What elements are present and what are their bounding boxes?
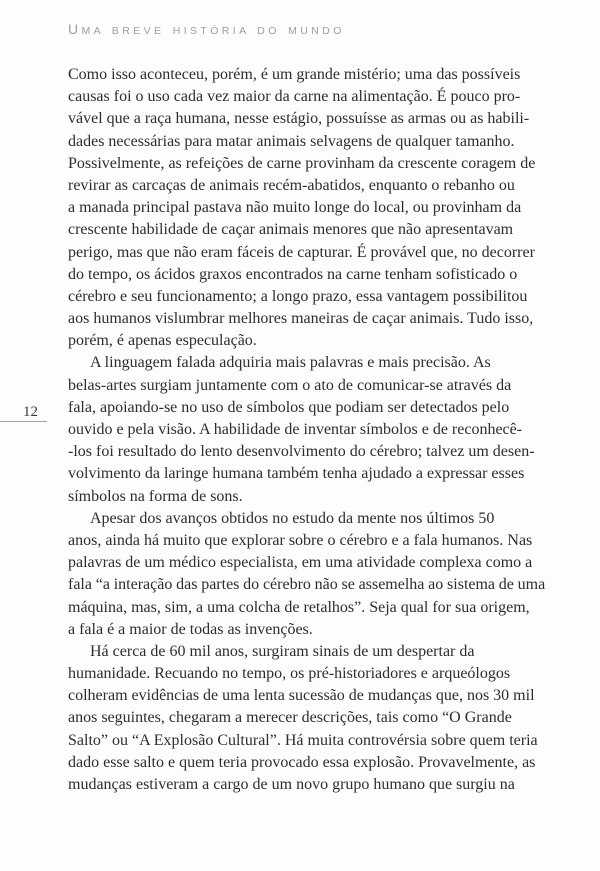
text-line: Como isso aconteceu, porém, é um grande mistério; uma das possíveis bbox=[68, 66, 521, 83]
text-line: cérebro e seu funcionamento; a longo prazo, essa vantagem possibilitou bbox=[68, 287, 528, 305]
text-line: do tempo, os ácidos graxos encontrados na carne tenham sofisticado o bbox=[68, 265, 518, 283]
text-line: palavras de um médico especialista, em uma atividade complexa como a bbox=[68, 554, 533, 572]
text-line: colheram evidências de uma lenta sucessão de mudanças que, nos 30 mil bbox=[68, 687, 535, 705]
text-line: dades necessárias para matar animais selvagens de qualquer tamanho. bbox=[68, 132, 515, 150]
text-line: belas-artes surgiam juntamente com o ato de comunicar-se através da bbox=[68, 376, 512, 394]
text-line: Apesar dos avanços obtidos no estudo da mente nos últimos 50 bbox=[90, 509, 495, 527]
text-line: aos humanos vislumbrar melhores maneiras de caçar animais. Tudo isso, bbox=[68, 310, 534, 328]
text-line: Salto” ou “A Explosão Cultural”. Há muita controvérsia sobre quem teria bbox=[68, 731, 538, 749]
running-header: UMA BREVE HISTÓRIA DO MUNDO bbox=[68, 21, 345, 37]
text-line: anos, ainda há muito que explorar sobre o cérebro e a fala humanos. Nas bbox=[68, 531, 533, 549]
text-line: a fala é a maior de todas as invenções. bbox=[68, 620, 313, 638]
text-line: anos seguintes, chegaram a merecer descrições, tais como “O Grande bbox=[68, 709, 512, 727]
text-line: ouvido e pela visão. A habilidade de inventar símbolos e de reconhecê- bbox=[68, 421, 523, 438]
text-line: causas foi o uso cada vez maior da carne na alimentação. É pouco pro- bbox=[68, 88, 521, 106]
text-line: Há cerca de 60 mil anos, surgiram sinais de um despertar da bbox=[90, 642, 475, 660]
text-line: a manada principal pastava não muito longe do local, ou provinham da bbox=[68, 199, 522, 217]
text-line: volvimento da laringe humana também tenha ajudado a expressar esses bbox=[68, 465, 525, 483]
text-line: mudanças estiveram a cargo de um novo grupo humano que surgiu na bbox=[68, 776, 515, 793]
text-line: -los foi resultado do lento desenvolvimento do cérebro; talvez um desen- bbox=[68, 443, 535, 461]
text-line: fala, apoiando-se no uso de símbolos que podiam ser detectados pelo bbox=[68, 398, 510, 416]
text-line: vável que a raça humana, nesse estágio, possuísse as armas ou as habili- bbox=[68, 110, 530, 128]
page-number-rule bbox=[0, 421, 47, 422]
text-line: Possivelmente, as refeições de carne provinham da crescente coragem de bbox=[68, 154, 536, 172]
body-text bbox=[68, 64, 545, 796]
text-line: A linguagem falada adquiria mais palavras e mais precisão. As bbox=[90, 354, 491, 372]
text-line: símbolos na forma de sons. bbox=[68, 487, 243, 505]
text-line: máquina, mas, sim, a uma colcha de retalhos”. Seja qual for sua origem, bbox=[68, 598, 530, 616]
text-line: perigo, mas que não eram fáceis de capturar. É provável que, no decorrer bbox=[68, 243, 535, 261]
text-line: revirar as carcaças de animais recém-abatidos, enquanto o rebanho ou bbox=[68, 176, 515, 194]
text-line: crescente habilidade de caçar animais menores que não apresentavam bbox=[68, 221, 514, 239]
page-number: 12 bbox=[23, 404, 38, 420]
text-line: humanidade. Recuando no tempo, os pré-historiadores e arqueólogos bbox=[68, 665, 511, 683]
text-line: porém, é apenas especulação. bbox=[68, 332, 257, 350]
text-line: dado esse salto e quem teria provocado essa explosão. Provavelmente, as bbox=[68, 753, 536, 771]
text-line: fala “a interação das partes do cérebro não se assemelha ao sistema de uma bbox=[68, 576, 546, 594]
